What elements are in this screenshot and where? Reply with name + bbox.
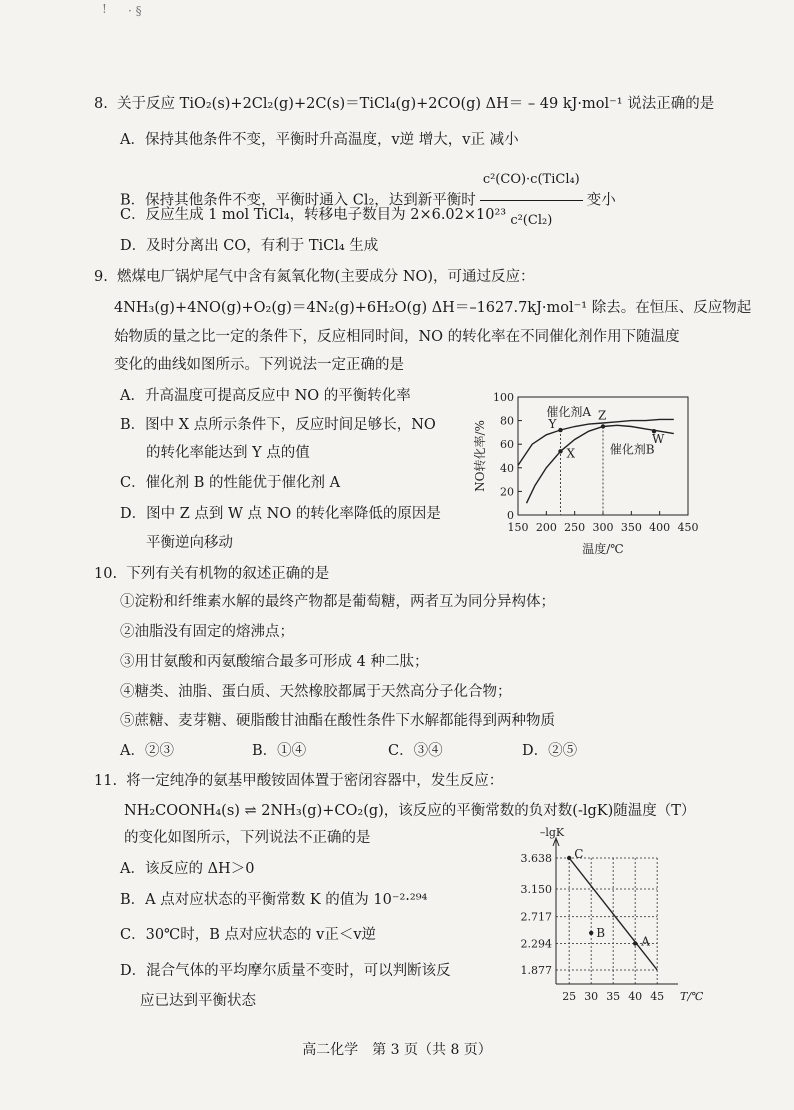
x-tick-label: 25 [562,990,577,1003]
point-label-c: C [574,847,584,861]
y-tick-label: 60 [500,438,514,452]
q10-statement-1: ①淀粉和纤维素水解的最终产物都是葡萄糖，两者互为同分异构体； [120,594,555,610]
q11-option-a: A．该反应的 ΔH＞0 [120,861,255,877]
y-tick-label: 1.877 [520,964,552,977]
q8-fraction-denominator: c²(Cl₂) [510,213,553,228]
point-z [601,424,605,428]
point-y [558,428,562,432]
q8-option-b [120,160,616,241]
x-tick-label: 35 [606,990,621,1003]
page-mark-right: · § [128,4,142,18]
lgk-temperature-chart [480,822,710,1032]
point-x [558,449,562,453]
q10-option-d: D．②⑤ [522,743,578,759]
point-a [633,941,637,945]
point-label-x: X [566,446,576,461]
q8-option-d: D．及时分离出 CO，有利于 TiCl₄ 生成 [120,238,379,254]
point-c [567,856,571,860]
q8-stem: 8. 关于反应 TiO₂(s)+2Cl₂(g)+2C(s)＝TiCl₄(g)+2CO(g) ΔH＝ – 49 kJ·mol⁻¹ 说法正确的是 [94,96,715,112]
q11-option-c: C．30℃时，B 点对应状态的 v正＜v逆 [120,927,377,943]
y-tick-label: 80 [500,414,514,428]
y-tick-label: 0 [507,509,514,522]
q10-statement-3: ③用甘氨酸和丙氨酸缩合最多可形成 4 种二肽； [120,654,429,670]
x-tick-label: 200 [535,521,557,534]
y-tick-label: 40 [500,461,514,475]
y-tick-label: 20 [500,485,514,499]
x-tick-label: 150 [507,521,529,534]
q9-option-b-2: 的转化率能达到 Y 点的值 [146,445,310,461]
q10-option-c: C．③④ [388,743,443,759]
x-tick-label: 300 [592,521,614,534]
q11-stem: 11. 将一定纯净的氨基甲酸铵固体置于密闭容器中，发生反应： [94,773,504,789]
q9-option-a: A．升高温度可提高反应中 NO 的平衡转化率 [120,388,411,404]
q9-stem-3: 始物质的量之比一定的条件下，反应相同时间，NO 的转化率在不同催化剂作用下随温度 [114,329,680,345]
y-tick-label: 2.294 [520,937,552,951]
q8-option-b-tail: 变小 [586,192,616,209]
q10-stem: 10. 下列有关有机物的叙述正确的是 [94,566,330,582]
x-tick-label: 400 [649,521,671,534]
no-conversion-chart [462,385,712,575]
q11-equation: NH₂COONH₄(s) ⇌ 2NH₃(g)+CO₂(g)，该反应的平衡常数的负对数(-lgK)随温度（T） [124,803,696,819]
series-label-b: 催化剂B [609,442,655,457]
y-tick-label: 2.717 [520,910,552,924]
q9-option-b-1: B．图中 X 点所示条件下，反应时间足够长，NO [120,417,436,433]
x-tick-label: 40 [628,990,643,1003]
x-axis-title: T/℃ [680,990,704,1003]
y-axis-title: –lgK [539,826,565,839]
q10-option-a: A．②③ [120,743,174,759]
q8-option-a: A．保持其他条件不变，平衡时升高温度，v逆 增大，v正 减小 [120,132,519,148]
y-tick-label: 3.638 [520,852,552,865]
y-tick-label: 3.150 [520,883,552,897]
point-b [589,931,593,935]
q9-stem-4: 变化的曲线如图所示。下列说法一定正确的是 [114,357,404,373]
x-tick-label: 450 [677,521,699,534]
q9-option-c: C．催化剂 B 的性能优于催化剂 A [120,475,341,491]
y-axis-title: NO转化率/% [473,420,487,492]
q10-statement-2: ②油脂没有固定的熔沸点； [120,624,294,640]
q8-fraction-numerator: c²(CO)·c(TiCl₄) [480,160,583,201]
point-label-w: W [652,432,665,447]
q10-option-b: B．①④ [252,743,307,759]
q11-option-b: B．A 点对应状态的平衡常数 K 的值为 10⁻²·²⁹⁴ [120,892,428,908]
x-tick-label: 250 [564,521,586,534]
q11-stem-3: 的变化如图所示，下列说法不正确的是 [124,830,371,846]
page-footer: 高二化学 第 3 页（共 8 页） [302,1042,492,1058]
q9-option-d-1: D．图中 Z 点到 W 点 NO 的转化率降低的原因是 [120,506,441,522]
q9-stem-2: 4NH₃(g)+4NO(g)+O₂(g)＝4N₂(g)+6H₂O(g) ΔH＝–1627.7kJ·mol⁻¹ 除去。在恒压、反应物起 [114,300,752,316]
point-label-b: B [596,925,606,940]
q9-stem-1: 9. 燃煤电厂锅炉尾气中含有氮氧化物(主要成分 NO)，可通过反应： [94,269,535,285]
q9-option-d-2: 平衡逆向移动 [146,535,233,551]
q10-statement-5: ⑤蔗糖、麦芽糖、硬脂酸甘油酯在酸性条件下水解都能得到两种物质 [120,713,555,729]
q8-option-b-text: B．保持其他条件不变，平衡时通入 Cl₂，达到新平衡时 [120,192,476,209]
x-tick-label: 45 [650,990,665,1003]
q10-statement-4: ④糖类、油脂、蛋白质、天然橡胶都属于天然高分子化合物； [120,684,512,700]
x-axis-title: 温度/℃ [582,542,624,556]
point-label-a: A [641,934,650,949]
q8-fraction [480,160,583,241]
x-tick-label: 350 [620,521,642,534]
q8-option-c: C．反应生成 1 mol TiCl₄，转移电子数目为 2×6.02×10²³ [120,207,507,223]
page-mark-left: ! [102,2,107,16]
q11-option-d-2: 应已达到平衡状态 [140,993,256,1009]
series-label-a: 催化剂A [546,404,592,419]
point-label-y: Y [548,417,557,432]
x-tick-label: 30 [584,990,599,1003]
y-tick-label: 100 [493,391,514,404]
point-label-z: Z [598,408,607,423]
q11-option-d-1: D．混合气体的平均摩尔质量不变时，可以判断该反 [120,963,451,979]
